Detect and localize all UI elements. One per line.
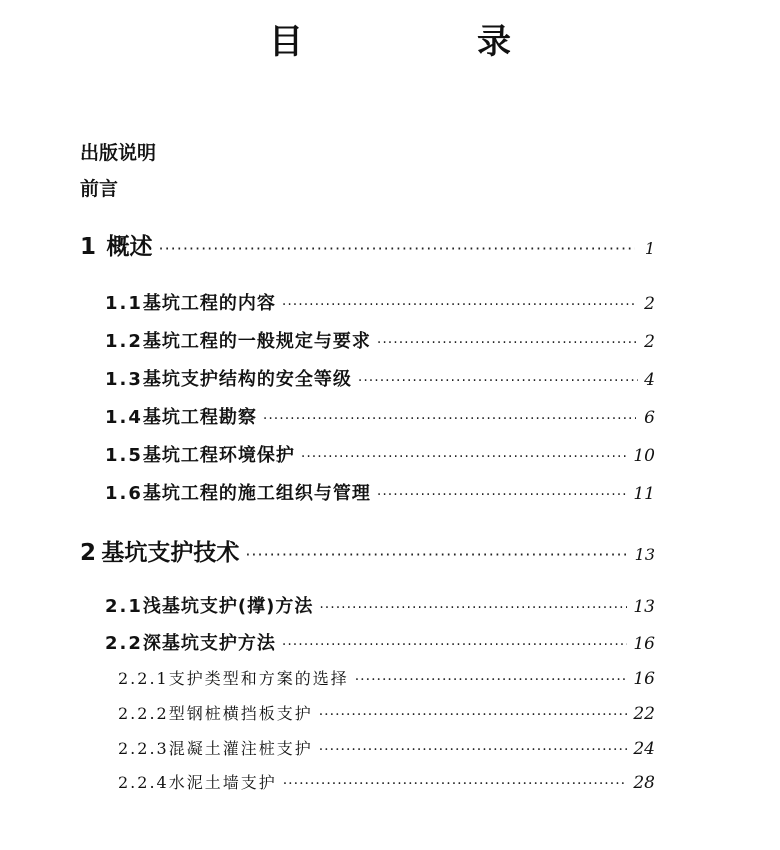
dot-leader: [358, 373, 638, 389]
page-number: 2: [644, 294, 655, 314]
toc-section-1-4[interactable]: [105, 403, 655, 429]
toc-section-2-1[interactable]: [105, 592, 655, 618]
dot-leader: [319, 707, 628, 723]
section-number: 1.4: [105, 407, 143, 428]
dot-leader: [263, 411, 636, 427]
subsection-number: 2.2.3: [118, 739, 169, 758]
toc-chapter-1[interactable]: [80, 228, 655, 261]
page-number: 4: [644, 370, 655, 390]
toc-chapter-2[interactable]: [80, 534, 655, 567]
toc-section-2-2[interactable]: [105, 629, 655, 655]
subsection-title: 混凝土灌注桩支护: [168, 739, 313, 758]
section-number: 1.3: [105, 369, 143, 390]
page-number: 2: [644, 332, 655, 352]
section-title: 基坑工程的一般规定与要求: [142, 331, 371, 352]
dot-leader: [282, 297, 637, 313]
toc-subsection-2-2-3[interactable]: [118, 736, 655, 759]
section-title: 深基坑支护方法: [142, 633, 276, 654]
subsection-title: 支护类型和方案的选择: [168, 669, 349, 688]
page-number: 10: [633, 446, 655, 466]
section-title: 基坑支护结构的安全等级: [142, 369, 352, 390]
page-number: 22: [633, 704, 655, 724]
section-number: 2.2: [105, 633, 143, 654]
section-title: 基坑工程环境保护: [142, 445, 295, 466]
page-number: 16: [633, 634, 655, 654]
toc-section-1-6[interactable]: [105, 479, 655, 505]
front-matter-preface: 前言: [80, 178, 119, 200]
page-number: 24: [633, 739, 655, 759]
page-number: 13: [634, 545, 655, 564]
dot-leader: [158, 239, 634, 258]
toc-section-1-2[interactable]: [105, 327, 655, 353]
page-number: 28: [633, 773, 655, 793]
dot-leader: [245, 545, 628, 564]
dot-leader: [301, 449, 627, 465]
page-number: 13: [633, 597, 655, 617]
toc-section-1-5[interactable]: [105, 441, 655, 467]
toc-section-1-1[interactable]: [105, 289, 655, 315]
dot-leader: [355, 672, 628, 688]
dot-leader: [283, 776, 628, 792]
chapter-number: 2: [80, 540, 97, 566]
dot-leader: [377, 487, 627, 503]
section-title: 基坑工程的施工组织与管理: [142, 483, 371, 504]
section-number: 2.1: [105, 596, 143, 617]
chapter-title: 概述: [106, 234, 153, 260]
page-title: 目 录: [269, 22, 581, 62]
section-number: 1.6: [105, 483, 143, 504]
dot-leader: [319, 742, 628, 758]
subsection-number: 2.2.2: [118, 704, 169, 723]
subsection-number: 2.2.1: [118, 669, 169, 688]
chapter-number: 1: [80, 234, 97, 260]
subsection-title: 型钢桩横挡板支护: [168, 704, 313, 723]
page-number: 6: [644, 408, 655, 428]
subsection-title: 水泥土墙支护: [168, 773, 277, 792]
front-matter-publication-note: 出版说明: [80, 142, 157, 164]
toc-subsection-2-2-1[interactable]: [118, 666, 655, 689]
section-number: 1.5: [105, 445, 143, 466]
section-number: 1.2: [105, 331, 143, 352]
section-number: 1.1: [105, 293, 143, 314]
subsection-number: 2.2.4: [118, 773, 169, 792]
toc-subsection-2-2-4[interactable]: [118, 770, 655, 793]
section-title: 基坑工程的内容: [142, 293, 276, 314]
page-number: 1: [644, 239, 655, 258]
dot-leader: [377, 335, 638, 351]
chapter-title: 基坑支护技术: [101, 540, 240, 566]
toc-section-1-3[interactable]: [105, 365, 655, 391]
dot-leader: [282, 637, 627, 653]
section-title: 基坑工程勘察: [142, 407, 257, 428]
page-number: 11: [633, 484, 655, 504]
dot-leader: [319, 600, 627, 616]
toc-subsection-2-2-2[interactable]: [118, 701, 655, 724]
page-number: 16: [633, 669, 655, 689]
section-title: 浅基坑支护(撑)方法: [142, 596, 314, 617]
